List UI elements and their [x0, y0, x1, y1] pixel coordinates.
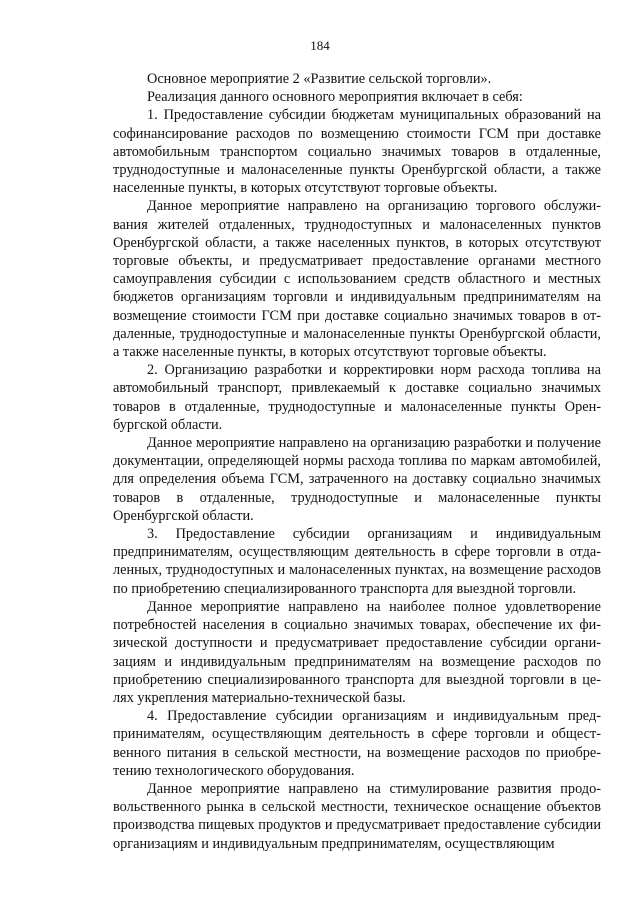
paragraph-intro: Реализация данного основного мероприятия включает в себя: [147, 89, 523, 106]
paragraph-item-3: 3. Предоставление субсидии организациям и индивидуальным предпринимателям, осуществляющим деятельность в сфере торговли в отдаленных, труднодоступных и малонаселенных пунктах, на возмещение расходов по приобретению специализированного транспорта для выездной торговли. [113, 526, 601, 597]
paragraph-item-4-description: Данное мероприятие направлено на стимулирование развития продовольственного рынка в сельской местности, техническое оснащение объектов производства пищевых продуктов и предусматривает предоставление субсидии организациям и индивидуальным предпринимателям, осуществляющим [113, 780, 601, 852]
paragraph-item-1-description: Данное мероприятие направлено на организацию торгового обслуживания жителей отдаленных, труднодоступных и малонаселенных пунктов Оренбургской области, а также населенных пунктов, в которых отсутствуют торговые объекты, и предусматривает предоставление органами местного самоуправления субсидии с использованием средств областного и местных бюджетов организациям торговли и индивидуальным предпринимателям на возмещение стоимости ГСМ при доставке социально значимых товаров в отдаленные, труднодоступные и малонаселенные пункты Оренбургской области, а также населенные пункты, в которых отсутствуют торговые объекты. [113, 198, 601, 361]
document-body [113, 70, 601, 853]
paragraph-item-4: 4. Предоставление субсидии организациям и индивидуальным предпринимателям, осуществляющим деятельность в сфере торговли и общественного питания в сельской местности, на возмещение расходов по приобретению технологического оборудования. [113, 708, 601, 779]
page-number: 184 [310, 38, 330, 53]
paragraph-item-3-description: Данное мероприятие направлено на наиболее полное удовлетворение потребностей населения в социально значимых товарах, обеспечение их физической доступности и предусматривает предоставление субсидии организациям и индивидуальным предпринимателям на возмещение расходов по приобретению специализированного транспорта для выездной торговли в целях укрепления материально-технической базы. [113, 598, 601, 706]
paragraph-item-2: 2. Организацию разработки и корректировки норм расхода топлива на автомобильный транспорт, привлекаемый к доставке социально значимых товаров в отдаленные, труднодоступные и малонаселенные пункты Оренбургской области. [113, 362, 601, 433]
paragraph-heading: Основное мероприятие 2 «Развитие сельской торговли». [147, 71, 492, 87]
paragraph-item-2-description: Данное мероприятие направлено на организацию разработки и получение документации, определяющей нормы расхода топлива по маркам автомобилей, для определения объема ГСМ, затраченного на доставку социально значимых товаров в отдаленные, труднодоступные и малонаселенные пункты Оренбургской области. [113, 435, 601, 524]
paragraph-item-1: 1. Предоставление субсидии бюджетам муниципальных образований на софинансирование расходов по возмещению стоимости ГСМ при доставке автомобильным транспортом социально значимых товаров в отдаленные, труднодоступные и малонаселенные пункты Оренбургской области, а также населенные пункты, в которых отсутствуют торговые объекты. [113, 107, 601, 197]
